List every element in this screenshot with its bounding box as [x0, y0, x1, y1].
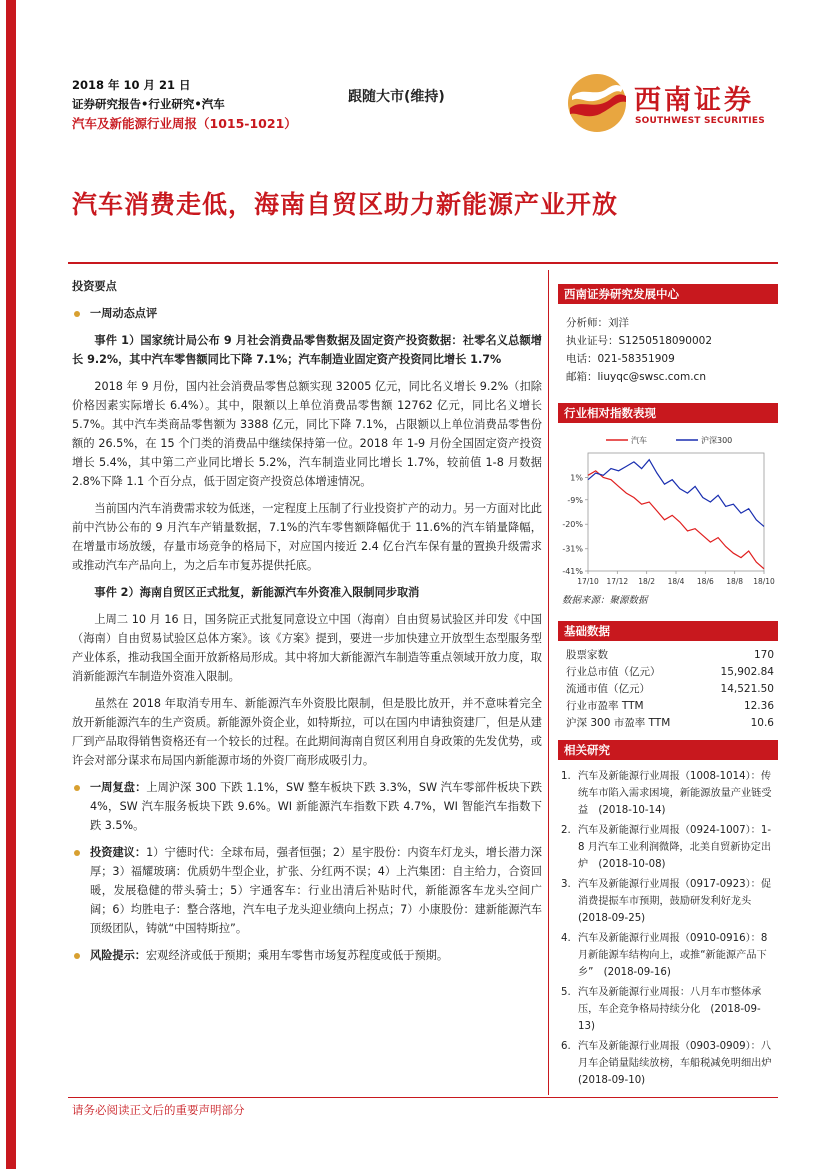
- chart-x-tick-label: 18/6: [696, 577, 714, 586]
- chart-legend-label: 沪深300: [701, 436, 733, 445]
- event1-title: 事件 1）国家统计局公布 9 月社会消费品零售数据及固定资产投资数据：社零名义总额增长 9.2%，其中汽车零售额同比下降 7.1%；汽车制造业固定资产投资同比增长 1.7%: [72, 334, 542, 366]
- basic-title: 基础数据: [558, 621, 778, 641]
- analyst-phone: 电话：021-58351909: [566, 353, 675, 365]
- chart-series-line-auto: [588, 471, 764, 569]
- column-divider: [548, 270, 549, 1095]
- basic-value: 14,521.50: [720, 683, 774, 695]
- analyst-license: 执业证号：S1250518090002: [566, 335, 713, 347]
- weekly-review-heading: 一周动态点评: [72, 304, 542, 323]
- risk-text: 宏观经济或低于预期；乘用车零售市场复苏程度或低于预期。: [145, 949, 449, 962]
- logo: [566, 72, 776, 136]
- basic-value: 170: [753, 649, 774, 661]
- related-num: 5.: [561, 987, 571, 998]
- event1-paragraph-1: 2018 年 9 月份，国内社会消费品零售总额实现 32005 亿元，同比名义增长 9.2%（扣除价格因素实际增长 6.4%）。其中，限额以上单位消费品零售额 12762 亿元，同比名义增长 5.7%。其中汽车类商品零售额为 3388 亿元，同比下降 7.1%，占限额以上单位消费品零售份额的 26.5%，在 15 个门类的消费品中继续保持第一位。2018 年 1-9 月份全国固定资产投资增长 5.4%，其中第二产业同比增长 5.2%，汽车制造业同比增长 1.7%，较前值 1-8 月数据 2.8%下降 1.1 个百分点，低于固定资产投资总体增速情况。: [72, 380, 542, 488]
- event2-paragraph-2: 虽然在 2018 年取消专用车、新能源汽车外资股比限制，但是股比放开，并不意味着完全放开新能源汽车的生产资质。新能源外资企业，如特斯拉，可以在国内申请独资建厂，但是从建厂到产品取得销售资格还有一个较长的过程。在此期间海南自贸区利用自身政策的先发优势，或许会对部分谋求布局国内新能源市场的外资厂商形成吸引力。: [72, 697, 542, 767]
- related-item[interactable]: [558, 876, 778, 927]
- related-text: 汽车及新能源行业周报（0910-0916）：8 月新能源车结构向上，或推“新能源产品下乡” (2018-09-16): [578, 933, 768, 978]
- page-title: 汽车消费走低，海南自贸区助力新能源产业开放: [72, 190, 619, 219]
- chart-y-tick-label: -31%: [562, 544, 583, 554]
- advice-text: 1）宁德时代：全球布局，强者恒强；2）星宇股份：内资车灯龙头，增长潜力深厚；3）福耀玻璃：优质奶牛型企业，扩张、分红两不误；4）上汽集团：自主给力，合资回暖，发展稳健的带头骑士；5）宇通客车：行业出清后补贴时代，新能源客车龙头空间广阔；6）均胜电子：整合落地，汽车电子龙头迎业绩向上拐点；7）小康股份：建新能源汽车顶级团队，铸就“中国特斯拉”。: [90, 846, 542, 935]
- logo-text-en: SOUTHWEST SECURITIES: [635, 116, 765, 126]
- related-item[interactable]: [558, 768, 778, 819]
- related-item[interactable]: [558, 822, 778, 873]
- chart-y-tick-label: 1%: [570, 473, 583, 483]
- sidebar-related: [558, 740, 782, 1092]
- related-title: 相关研究: [558, 740, 778, 760]
- related-num: 4.: [561, 933, 571, 944]
- basic-row: [558, 698, 778, 715]
- basic-row: [558, 647, 778, 664]
- basic-key: 行业市盈率 TTM: [566, 700, 644, 712]
- center-title: 西南证券研究发展中心: [558, 284, 778, 304]
- report-date: 2018 年 10 月 21 日: [72, 78, 191, 92]
- chart-legend-label: 汽车: [631, 436, 647, 445]
- basic-row: [558, 664, 778, 681]
- risk-label: 风险提示：: [90, 949, 146, 962]
- section-title: 投资要点: [72, 280, 117, 293]
- analyst-name: 分析师：刘洋: [566, 317, 629, 329]
- related-num: 3.: [561, 879, 571, 890]
- event2-title: 事件 2）海南自贸区正式批复，新能源汽车外资准入限制同步取消: [94, 586, 420, 599]
- related-list: [558, 768, 782, 1089]
- chart-plot-frame: [588, 453, 764, 571]
- advice-label: 投资建议：: [90, 846, 147, 859]
- index-chart: [558, 423, 778, 593]
- related-text: 汽车及新能源行业周报（0917-0923）：促消费提振车市预期，鼓励研发利好龙头 (2018-09-25): [578, 879, 772, 924]
- sidebar-chart: [558, 403, 778, 609]
- sidebar-analyst: [558, 284, 778, 386]
- chart-source: 数据来源：聚源数据: [562, 595, 648, 606]
- related-text: 汽车及新能源行业周报（0924-1007）：1-8 月汽车工业利润微降，北美自贸新协定出炉 (2018-10-08): [578, 825, 772, 870]
- chart-x-tick-label: 18/4: [667, 577, 685, 586]
- recap-paragraph: [72, 778, 542, 835]
- title-rule: [68, 262, 778, 264]
- risk-paragraph: [72, 946, 542, 965]
- advice-paragraph: [72, 843, 542, 938]
- report-category: 证券研究报告•行业研究•汽车: [72, 97, 225, 111]
- related-num: 1.: [561, 771, 571, 782]
- logo-emblem-icon: [566, 72, 628, 134]
- basic-value: 10.6: [750, 717, 774, 729]
- chart-y-tick-label: -41%: [562, 567, 583, 576]
- related-item[interactable]: [558, 930, 778, 981]
- recap-label: 一周复盘：: [90, 781, 147, 794]
- sidebar-basic-data: [558, 621, 778, 732]
- rating: 跟随大市(维持): [348, 89, 445, 105]
- recap-text: 上周沪深 300 下跌 1.1%，SW 整车板块下跌 3.3%，SW 汽车零部件板块下跌 4%，SW 汽车服务板块下跌 9.6%。WI 新能源汽车指数下跌 4.7%，WI 智能汽车指数下跌 3.5%。: [90, 781, 542, 832]
- chart-x-tick-label: 17/10: [577, 577, 599, 586]
- basic-key: 行业总市值（亿元）: [566, 666, 661, 678]
- chart-x-tick-label: 18/8: [726, 577, 744, 586]
- chart-series-line-hs300: [588, 460, 764, 527]
- related-text: 汽车及新能源行业周报：八月车市整体承压，车企竞争格局持续分化 (2018-09-13): [578, 987, 762, 1032]
- related-text: 汽车及新能源行业周报（1008-1014）：传统车市陷入需求困境，新能源放量产业链受益 (2018-10-14): [578, 771, 772, 816]
- left-accent-bar: [6, 0, 16, 1169]
- event2-paragraph-1: 上周二 10 月 16 日，国务院正式批复同意设立中国（海南）自由贸易试验区并印发《中国（海南）自由贸易试验区总体方案》。该《方案》提到，要进一步加快建立开放型生态型服务型产业体系，推动我国全面开放新格局形成。其中将加大新能源汽车制造等重点领域开放力度，取消新能源汽车制造外资准入限制。: [72, 613, 542, 683]
- basic-row: [558, 715, 778, 732]
- chart-x-tick-label: 17/12: [606, 577, 629, 586]
- analyst-email[interactable]: 邮箱：liuyqc@swsc.com.cn: [566, 371, 706, 383]
- basic-value: 15,902.84: [720, 666, 774, 678]
- basic-value: 12.36: [743, 700, 774, 712]
- related-num: 2.: [561, 825, 571, 836]
- chart-y-tick-label: -20%: [562, 520, 583, 530]
- report-meta: [72, 76, 297, 133]
- basic-key: 股票家数: [566, 649, 608, 661]
- logo-text-cn: 西南证券: [634, 85, 754, 116]
- report-series: 汽车及新能源行业周报（1015-1021）: [72, 116, 297, 131]
- chart-y-tick-label: -9%: [567, 495, 583, 505]
- chart-x-tick-label: 18/2: [638, 577, 656, 586]
- related-text: 汽车及新能源行业周报（0903-0909）：八月车企销量陆续放榜，车船税减免明细出炉 (2018-09-10): [578, 1041, 782, 1086]
- basic-key: 流通市值（亿元）: [566, 683, 650, 695]
- index-title: 行业相对指数表现: [558, 403, 778, 423]
- basic-key: 沪深 300 市盈率 TTM: [566, 717, 671, 729]
- related-item[interactable]: [558, 1038, 782, 1089]
- basic-row: [558, 681, 778, 698]
- footer-disclaimer[interactable]: 请务必阅读正文后的重要声明部分: [72, 1103, 245, 1117]
- related-num: 6.: [561, 1041, 571, 1052]
- footer-rule: [68, 1097, 778, 1098]
- related-item[interactable]: [558, 984, 778, 1035]
- event1-paragraph-2: 当前国内汽车消费需求较为低迷，一定程度上压制了行业投资扩产的动力。另一方面对比此前中汽协公布的 9 月汽车产销量数据，7.1%的汽车零售额降幅优于 11.6%的汽车销量降幅，在增量市场放缓，存量市场竞争的格局下，对应国内接近 2.4 亿台汽车保有量的置换升级需求或推动汽车产品向上，为之后车市复苏提供托底。: [72, 502, 542, 572]
- main-column: [72, 275, 542, 973]
- index-chart-svg: [558, 423, 778, 593]
- chart-x-tick-label: 18/10: [753, 577, 775, 586]
